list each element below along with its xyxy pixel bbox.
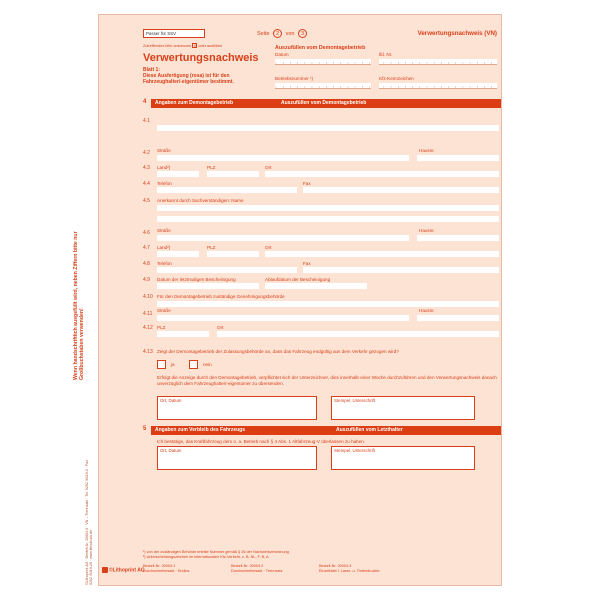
footnote-2: ²) Unterscheidungszeichen im internationalen Kfz-Verkehr, z. B. NL, F, B, A: [143, 555, 269, 559]
ja-checkbox[interactable]: [157, 360, 166, 369]
row-4-1-field[interactable]: [157, 125, 499, 131]
section-5-ort-datum-label: Ort, Datum: [160, 448, 182, 453]
betriebsnummer-field[interactable]: [275, 83, 371, 89]
row-4-12-num: 4.12: [143, 325, 153, 331]
row-4-2-num: 4.2: [143, 150, 150, 156]
row-4-11-hausnr-field[interactable]: [417, 315, 499, 321]
row-4-11-num: 4.11: [143, 311, 153, 317]
row-4-3-plz-field[interactable]: [207, 171, 259, 177]
footer-col-1: [143, 564, 189, 573]
kfz-field[interactable]: [379, 83, 497, 89]
side-instruction-text: Wenn handschriftlich ausgefüllt wird, neben Ziffern bitte nur Großbuchstaben verwenden!: [73, 231, 85, 380]
footer-col-3-b: Einzelblatt f. Laser- u. Tintendrucker: [319, 568, 380, 573]
row-4-3-ort-field[interactable]: [265, 171, 499, 177]
logo-icon: [102, 567, 108, 573]
row-4-5-field-a[interactable]: [157, 205, 499, 211]
passer-label: Passer für SSV: [146, 31, 177, 36]
row-4-3-num: 4.3: [143, 165, 150, 171]
ja-label: ja: [171, 362, 175, 367]
blatt-line-1: Blatt 1:: [143, 67, 160, 73]
section-5-ort-datum-box[interactable]: [157, 446, 317, 470]
nein-label: nein: [203, 362, 212, 367]
row-4-9-ablauf-label: Ablaufdatum der Bescheinigung: [265, 277, 331, 282]
section-4-number: 4: [143, 99, 147, 105]
row-4-6-num: 4.6: [143, 230, 150, 236]
row-4-6-hausnr-label: Hausnr.: [419, 228, 435, 233]
footer-col-2-a: Bestell-Nr. 20004.2: [231, 564, 264, 568]
row-4-11-hausnr-label: Hausnr.: [419, 308, 435, 313]
logo-text: ©Lithoprint AG: [109, 567, 145, 574]
row-4-5-field-b[interactable]: [157, 216, 499, 222]
row-4-6-strasse-label: Straße: [157, 228, 171, 233]
row-4-2-hausnr-label: Hausnr.: [419, 148, 435, 153]
footer-col-1-a: Bestell-Nr. 20004.1: [143, 564, 176, 568]
section-5-title: Angaben zum Verbleib des Fahrzeugs: [155, 427, 246, 433]
row-4-8-fax-field[interactable]: [303, 267, 499, 273]
row-4-4-telefon-field[interactable]: [157, 187, 297, 193]
row-4-10-num: 4.10: [143, 294, 153, 300]
footer-col-2-b: Durchschreibesatz · Trennsatz: [231, 568, 283, 573]
row-4-7-land-field[interactable]: [157, 251, 199, 257]
row-4-3-ort-label: Ort: [265, 165, 272, 170]
section-4-fill: Auszufüllen vom Demontagebetrieb: [281, 100, 367, 106]
row-4-12-plz-label: PLZ: [157, 325, 166, 330]
lfd-nr-label: lfd. Nr.: [379, 52, 393, 57]
section-4-ort-datum-label: Ort, Datum: [160, 398, 182, 403]
blatt-note: [143, 67, 263, 86]
vn-title: Verwertungsnachweis (VN): [417, 30, 497, 37]
datum-field[interactable]: [275, 59, 371, 65]
row-4-9-ablauf-field[interactable]: [265, 283, 367, 289]
side-publisher-text: ©Lithoprint AG · Bestell-Nr. 20004.0 · VN – Trennsatz · Tel. 0202 /6119-0 · Fax 0202 /6119-20 · www.lithodruck.de: [85, 460, 93, 585]
x-checkbox-sample: X: [193, 43, 197, 48]
row-4-7-num: 4.7: [143, 245, 150, 251]
row-4-7-ort-field[interactable]: [265, 251, 499, 257]
row-4-11-strasse-field[interactable]: [157, 315, 409, 321]
row-4-12-ort-label: Ort: [217, 325, 224, 330]
betriebsnummer-label: Betriebsnummer ¹): [275, 76, 314, 81]
row-4-11-strasse-label: Straße: [157, 308, 171, 313]
section-4-bar: [151, 99, 501, 108]
row-4-10-field[interactable]: [157, 301, 499, 307]
nein-checkbox[interactable]: [189, 360, 198, 369]
instruction-note: [143, 43, 222, 48]
row-4-8-telefon-label: Telefon: [157, 261, 172, 266]
row-4-4-fax-field[interactable]: [303, 187, 499, 193]
row-4-4-num: 4.4: [143, 181, 150, 187]
row-4-13-num: 4.13: [143, 349, 153, 355]
section-4-ort-datum-box[interactable]: [157, 396, 317, 420]
row-4-7-plz-field[interactable]: [207, 251, 259, 257]
row-4-12-plz-field[interactable]: [157, 331, 209, 337]
row-4-9-datum-label: Datum der letztmaligen Bescheinigung: [157, 277, 236, 282]
section-5-number: 5: [143, 426, 147, 432]
von-label: von: [285, 31, 295, 37]
row-4-13-question: Zeigt der Demontagebetrieb der Zulassungsbehörde an, dass das Fahrzeug endgültig aus dem Verkehr gezogen wird?: [157, 349, 399, 354]
footer-col-2: [231, 564, 283, 573]
section-5-bar: [151, 426, 501, 435]
note-text: Zutreffendes bitte ankreuzen: [143, 44, 192, 48]
section-4-stempel-label: Stempel, Unterschrift: [334, 398, 375, 403]
section-4-paragraph: Erfolgt die Anzeige durch den Demontagebetrieb, verpflichtet sich der Unterzeichner, dies innerhalb einer Woche durchzuführen und den Verwertungsnachweis danach unverzüglich dem Fahrzeughalter/-eigentümer zu übersenden.: [157, 375, 497, 386]
row-4-4-telefon-label: Telefon: [157, 181, 172, 186]
row-4-3-land-label: Land²): [157, 165, 171, 170]
row-4-8-telefon-field[interactable]: [157, 267, 297, 273]
row-4-3-land-field[interactable]: [157, 171, 199, 177]
side-instruction: [73, 230, 93, 380]
datum-label: Datum: [275, 52, 289, 57]
kfz-label: Kfz-Kennzeichen: [379, 76, 414, 81]
section-5-stempel-box[interactable]: [331, 446, 475, 470]
form-header: [143, 43, 499, 103]
passer-box: [143, 29, 205, 38]
row-4-4-fax-label: Fax: [303, 181, 311, 186]
section-5-text: Ich bestätige, das Kraftfahrzeug dem o. a. Betrieb nach § 4 Abs. 1 Altfahrzeug-V überlassen zu haben.: [157, 439, 366, 444]
row-4-5-anerkannt-label: Anerkannt durch Sachverständigen: Name: [157, 198, 244, 203]
side-publisher: [85, 455, 95, 585]
row-4-8-num: 4.8: [143, 261, 150, 267]
seite-label: Seite: [257, 31, 270, 37]
row-4-9-num: 4.9: [143, 277, 150, 283]
blatt-line-2: Diese Ausfertigung (rosa) ist für den: [143, 73, 230, 80]
form-title: Verwertungsnachweis: [143, 52, 259, 64]
section-5-stempel-label: Stempel, Unterschrift: [334, 448, 375, 453]
row-4-2-strasse-field[interactable]: [157, 155, 409, 161]
head-fill-label: Auszufüllen vom Demontagebetrieb: [275, 45, 366, 51]
blatt-line-3: Fahrzeughalter/-eigentümer bestimmt.: [143, 79, 234, 86]
footer-col-3-a: Bestell-Nr. 20004.3: [319, 564, 352, 568]
row-4-6-strasse-field[interactable]: [157, 235, 409, 241]
seite-number: 2: [273, 29, 282, 38]
row-4-10-behoerde-label: Für den Demontagebetrieb zuständige Genehmigungsbehörde: [157, 294, 285, 299]
footer-col-3: [319, 564, 380, 573]
row-4-3-plz-label: PLZ: [207, 165, 216, 170]
note-tail: oder ausfüllen: [198, 44, 223, 48]
row-4-2-hausnr-field[interactable]: [417, 155, 499, 161]
row-4-7-plz-label: PLZ: [207, 245, 216, 250]
von-number: 3: [298, 29, 307, 38]
lfd-nr-field[interactable]: [379, 59, 497, 65]
row-4-8-fax-label: Fax: [303, 261, 311, 266]
page-indicator: [257, 29, 309, 38]
row-4-2-strasse-label: Straße: [157, 148, 171, 153]
row-4-12-ort-field[interactable]: [217, 331, 499, 337]
section-4-stempel-box[interactable]: [331, 396, 475, 420]
publisher-logo: [102, 567, 145, 573]
form-sheet: [73, 14, 502, 586]
row-4-7-land-label: Land²): [157, 245, 171, 250]
row-4-1-num: 4.1: [143, 118, 150, 124]
section-4-title: Angaben zum Demontagebetrieb: [155, 100, 234, 106]
row-4-6-hausnr-field[interactable]: [417, 235, 499, 241]
footer-col-1-b: Durchschreibesatz · Endlos: [143, 568, 190, 573]
footnote-1: ¹) von der zuständigen Behörde erteilte Nummer gemäß § 26 der Nachweisverordnung: [143, 550, 289, 554]
top-bar: [99, 15, 503, 39]
row-4-7-ort-label: Ort: [265, 245, 272, 250]
row-4-5-num: 4.5: [143, 198, 150, 204]
row-4-9-datum-field[interactable]: [157, 283, 259, 289]
section-5-fill: Auszufüllen vom Letzthalter: [336, 427, 403, 433]
